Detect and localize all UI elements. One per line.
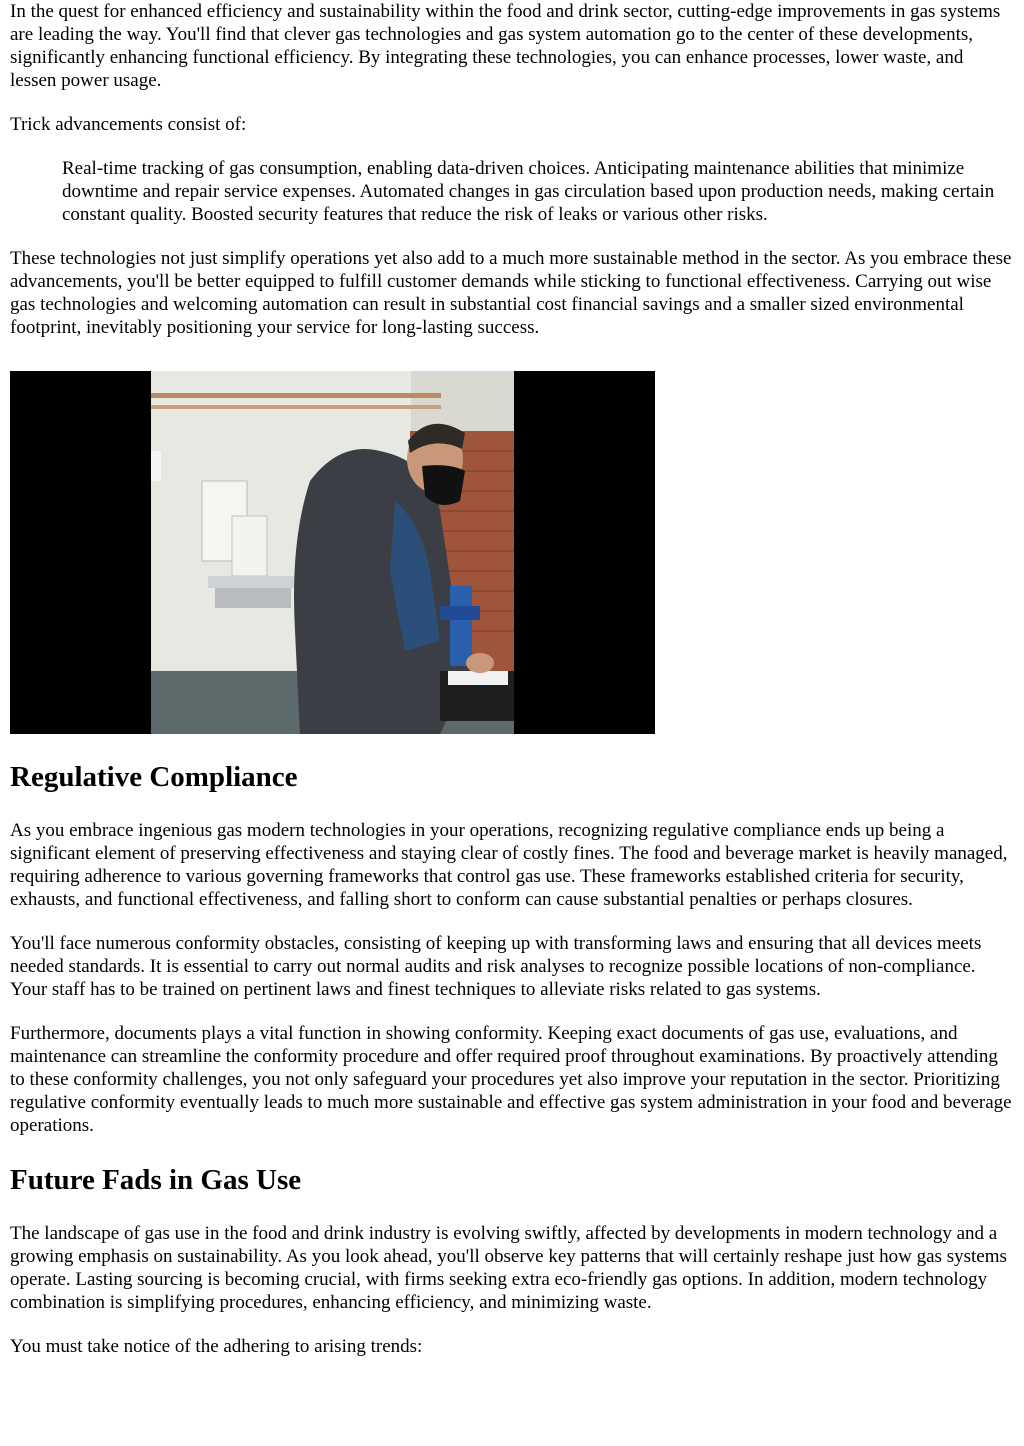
compliance-paragraph-1: As you embrace ingenious gas modern technologies in your operations, recognizing regulative compliance ends up being a significant element of preserving effectiveness and staying clear of costly fines. The food and beverage market is heavily managed, requiring adherence to various governing frameworks that control gas use. These frameworks established criteria for security, exhausts, and functional effectiveness, and falling short to conform can cause substantial penalties or perhaps closures. <box>10 820 1008 910</box>
future-paragraph-1: The landscape of gas use in the food and drink industry is evolving swiftly, affected by developments in modern technology and a growing emphasis on sustainability. As you look ahead, you'll observe key patterns that will certainly reshape just how gas systems operate. Lasting sourcing is becoming crucial, with firms seeking extra eco-friendly gas options. In addition, modern technology combination is simplifying procedures, enhancing efficiency, and minimizing waste. <box>10 1223 1007 1313</box>
advancements-quote: Real-time tracking of gas consumption, enabling data-driven choices. Anticipating maintenance abilities that minimize downtime and repair service expenses. Automated changes in gas circulation based upon production needs, making certain constant quality. Boosted security features that reduce the risk of leaks or various other risks. <box>62 158 995 225</box>
video-embed[interactable] <box>10 371 655 734</box>
future-heading: Future Fads in Gas Use <box>10 1164 302 1196</box>
compliance-heading: Regulative Compliance <box>10 761 298 793</box>
intro-paragraph: In the quest for enhanced efficiency and sustainability within the food and drink sector, cutting-edge improvements in gas systems are leading the way. You'll find that clever gas technologies and gas system automation go to the center of these developments, significantly enhancing functional efficiency. By integrating these technologies, you can enhance processes, lower waste, and lessen power usage. <box>10 1 1001 91</box>
compliance-paragraph-3: Furthermore, documents plays a vital function in showing conformity. Keeping exact documents of gas use, evaluations, and maintenance can streamline the conformity procedure and offer required proof throughout examinations. By proactively attending to these conformity challenges, you not only safeguard your procedures yet also improve your reputation in the sector. Prioritizing regulative conformity eventually leads to much more sustainable and effective gas system administration in your food and beverage operations. <box>10 1023 1012 1136</box>
compliance-paragraph-2: You'll face numerous conformity obstacles, consisting of keeping up with transforming laws and ensuring that all devices meets needed standards. It is essential to carry out normal audits and risk analyses to recognize possible locations of non-compliance. Your staff has to be trained on pertinent laws and finest techniques to alleviate risks related to gas systems. <box>10 933 982 1000</box>
future-paragraph-2: You must take notice of the adhering to arising trends: <box>10 1336 423 1357</box>
video-still-image <box>10 371 655 734</box>
technologies-paragraph: These technologies not just simplify operations yet also add to a much more sustainable method in the sector. As you embrace these advancements, you'll be better equipped to fulfill customer demands while sticking to functional effectiveness. Carrying out wise gas technologies and welcoming automation can result in substantial cost financial savings and a smaller sized environmental footprint, inevitably positioning your service for long-lasting success. <box>10 248 1012 338</box>
advancements-lead-in: Trick advancements consist of: <box>10 114 247 135</box>
